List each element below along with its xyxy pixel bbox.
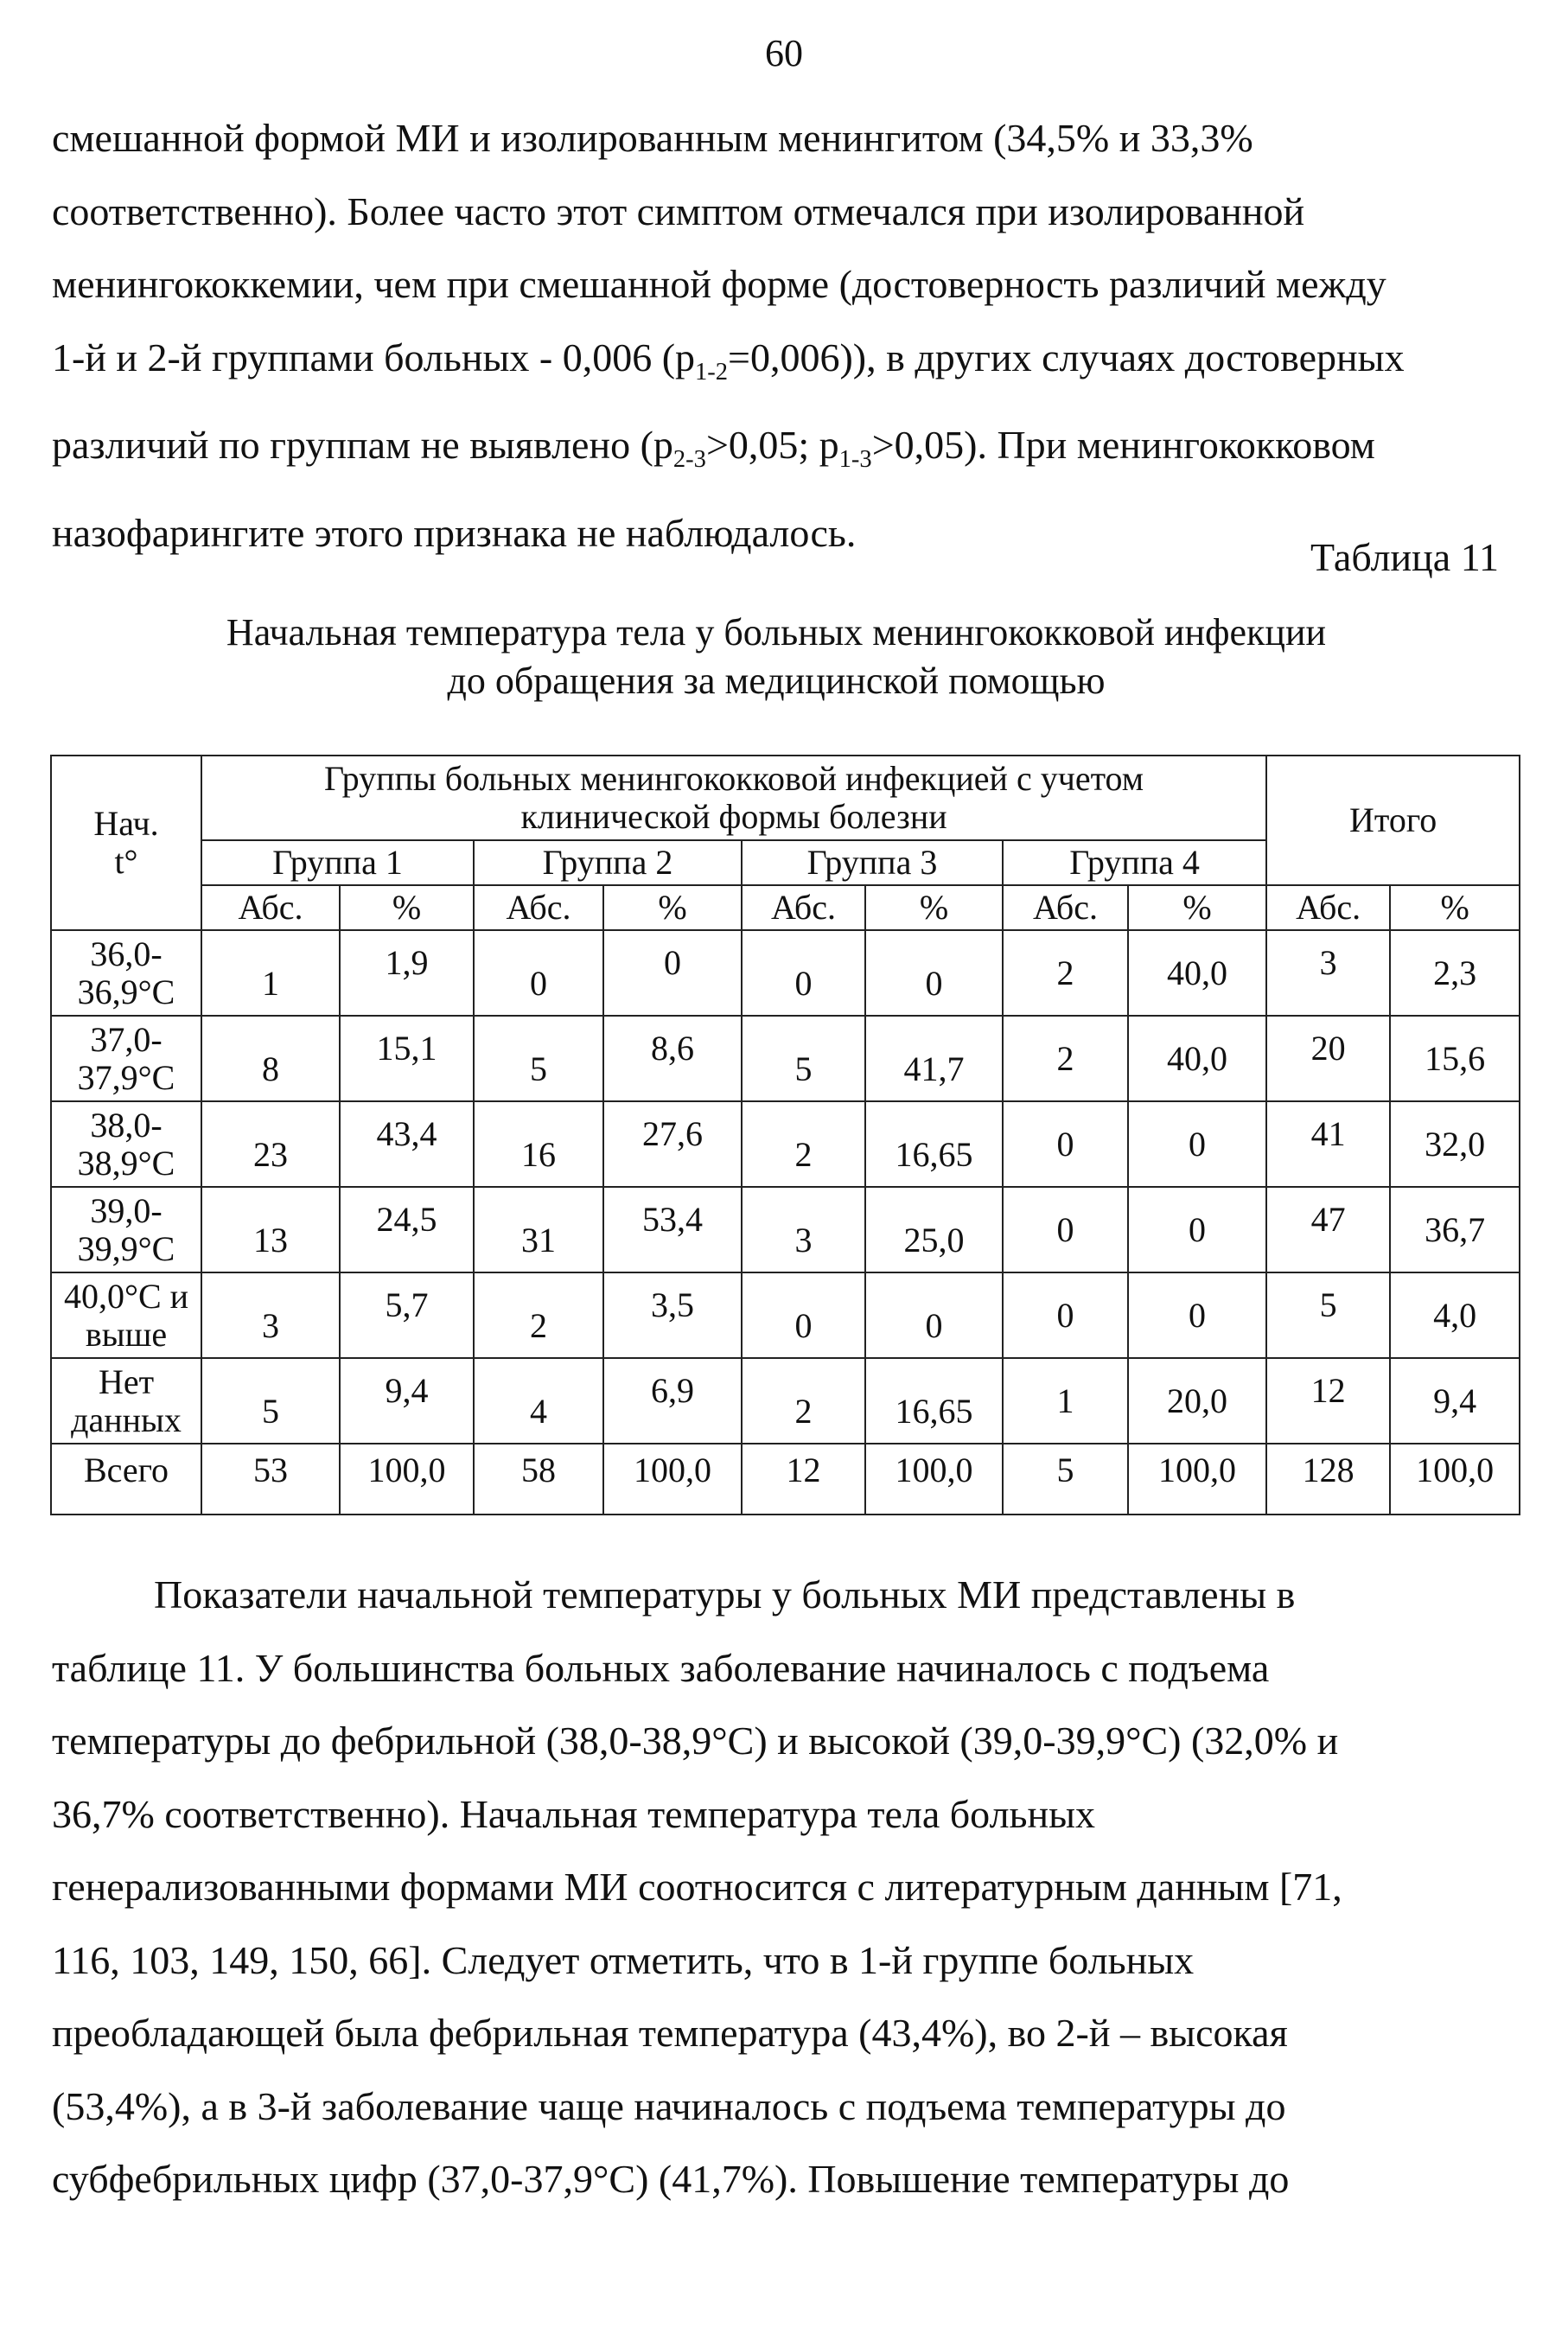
groups-header: Группы больных менингококковой инфекцией с учетом клинической формы болезни [201, 756, 1266, 840]
cell-value: 3 [794, 1220, 813, 1259]
cell-value: 5,7 [385, 1285, 429, 1324]
cell-value: 1 [262, 963, 279, 1003]
text-line: смешанной формой МИ и изолированным менингитом (34,5% и 33,3% [52, 116, 1253, 160]
abs-cell [1266, 1101, 1390, 1187]
pct-cell [1128, 1358, 1266, 1444]
cell-value: 2,3 [1433, 953, 1477, 992]
abs-cell [201, 1272, 340, 1358]
abs-cell [1003, 1187, 1128, 1272]
cell-value: 2 [794, 1134, 813, 1174]
abs-cell [201, 1444, 340, 1515]
pct-cell [865, 1358, 1003, 1444]
cell-value: 6,9 [651, 1370, 694, 1410]
cell-value: 100,0 [895, 1451, 973, 1489]
pct-col-header: % [603, 885, 742, 930]
cell-value: 4 [530, 1391, 547, 1431]
group-header: Группа 4 [1003, 840, 1266, 885]
cell-value: 0 [1189, 1295, 1207, 1335]
abs-cell [742, 1358, 865, 1444]
cell-value: 15,6 [1425, 1038, 1486, 1078]
pct-cell [1390, 1016, 1520, 1101]
cell-value: 3,5 [651, 1285, 694, 1324]
pct-cell [1128, 1272, 1266, 1358]
abs-col-header: Абс. [201, 885, 340, 930]
cell-value: 2 [794, 1391, 813, 1431]
row-label: 39,0-39,9°C [51, 1187, 201, 1272]
cell-value: 23 [253, 1134, 288, 1174]
corner-header: Нач. t° [51, 756, 201, 930]
temperature-table [50, 755, 1520, 1515]
cell-value: 12 [1310, 1370, 1346, 1410]
pct-cell [865, 1101, 1003, 1187]
abs-cell [474, 1444, 603, 1515]
cell-value: 0 [794, 1305, 813, 1345]
pct-cell [865, 930, 1003, 1016]
text-line: 116, 103, 149, 150, 66]. Следует отметить, что в 1-й группе больных [52, 1937, 1195, 1982]
cell-value: 27,6 [642, 1113, 703, 1153]
cell-value: 40,0 [1167, 1038, 1228, 1078]
table-row [51, 1272, 1520, 1358]
pct-cell [340, 1444, 474, 1515]
abs-cell [1266, 930, 1390, 1016]
table-row [51, 1444, 1520, 1515]
table-row [51, 1016, 1520, 1101]
abs-cell [201, 1358, 340, 1444]
table-row [51, 930, 1520, 1016]
pct-cell [1390, 1272, 1520, 1358]
cell-value: 100,0 [1158, 1451, 1237, 1489]
row-label: 37,0-37,9°C [51, 1016, 201, 1101]
text-line: 36,7% соответственно). Начальная температура тела больных [52, 1791, 1096, 1836]
abs-cell [474, 1358, 603, 1444]
table-row [51, 1187, 1520, 1272]
cell-value: 16,65 [895, 1391, 973, 1431]
row-label: 40,0°C и выше [51, 1272, 201, 1358]
cell-value: 25,0 [903, 1220, 965, 1259]
pct-col-header: % [1128, 885, 1266, 930]
cell-value: 8 [262, 1049, 279, 1088]
table-title-line: Начальная температура тела у больных менингококковой инфекции [226, 611, 1327, 654]
cell-value: 0 [794, 963, 813, 1003]
pct-cell [603, 930, 742, 1016]
pct-cell [1128, 1016, 1266, 1101]
text-line: соответственно). Более часто этот симптом отмечался при изолированной [52, 188, 1305, 233]
pct-col-header: % [865, 885, 1003, 930]
abs-cell [1003, 930, 1128, 1016]
abs-cell [742, 1444, 865, 1515]
cell-value: 36,7 [1425, 1209, 1486, 1249]
abs-cell [742, 1272, 865, 1358]
row-label: Нет данных [51, 1358, 201, 1444]
text-line: преобладающей была фебрильная температура (43,4%), во 2-й – высокая [52, 2011, 1288, 2055]
paragraph-discussion [52, 1559, 1501, 2216]
cell-value: 31 [521, 1220, 556, 1259]
table-title [52, 609, 1501, 705]
cell-value: 128 [1302, 1451, 1354, 1489]
cell-value: 3 [262, 1305, 279, 1345]
pct-cell [603, 1358, 742, 1444]
text-line: температуры до фебрильной (38,0-38,9°C) и высокой (39,0-39,9°C) (32,0% и [52, 1719, 1339, 1763]
cell-value: 2 [1056, 1038, 1074, 1078]
abs-cell [474, 1016, 603, 1101]
text-line: различий по группам не выявлено ($p_{2-3}>0,05$; $p_{1-3}>0,05$). При менингококковом [52, 423, 1375, 474]
abs-cell [742, 1101, 865, 1187]
cell-value: 5 [262, 1391, 279, 1431]
pct-cell [1128, 930, 1266, 1016]
cell-value: 8,6 [651, 1028, 694, 1068]
abs-cell [1003, 1016, 1128, 1101]
pct-cell [865, 1187, 1003, 1272]
pct-cell [1390, 1187, 1520, 1272]
cell-value: 9,4 [385, 1370, 429, 1410]
abs-cell [474, 1187, 603, 1272]
group-header: Группа 3 [742, 840, 1003, 885]
total-header: Итого [1266, 756, 1520, 885]
cell-value: 20,0 [1167, 1381, 1228, 1420]
cell-value: 12 [786, 1451, 821, 1489]
pct-cell [603, 1101, 742, 1187]
cell-value: 0 [1056, 1295, 1074, 1335]
pct-cell [603, 1187, 742, 1272]
cell-value: 5 [530, 1049, 547, 1088]
text-line: генерализованными формами МИ соотносится с литературным данным [71, [52, 1865, 1342, 1909]
pct-cell [1390, 930, 1520, 1016]
pct-cell [865, 1016, 1003, 1101]
cell-value: 13 [253, 1220, 288, 1259]
abs-cell [1266, 1187, 1390, 1272]
text-line: таблице 11. У большинства больных заболевание начиналось с подъема [52, 1645, 1270, 1690]
cell-value: 53 [253, 1451, 288, 1489]
group-header: Группа 2 [474, 840, 742, 885]
pct-cell [340, 1101, 474, 1187]
cell-value: 100,0 [367, 1451, 446, 1489]
text-line: субфебрильных цифр (37,0-37,9°C) (41,7%). Повышение температуры до [52, 2157, 1290, 2201]
abs-col-header: Абс. [742, 885, 865, 930]
abs-col-header: Абс. [1003, 885, 1128, 930]
cell-value: 41 [1310, 1113, 1346, 1153]
abs-cell [201, 930, 340, 1016]
pct-cell [865, 1272, 1003, 1358]
abs-cell [1266, 1358, 1390, 1444]
cell-value: 15,1 [376, 1028, 437, 1068]
text-line: (53,4%), а в 3-й заболевание чаще начиналось с подъема температуры до [52, 2083, 1286, 2128]
abs-cell [1003, 1358, 1128, 1444]
pct-cell [1390, 1101, 1520, 1187]
pct-col-header: % [340, 885, 474, 930]
pct-cell [340, 930, 474, 1016]
abs-cell [1266, 1272, 1390, 1358]
pct-cell [340, 1187, 474, 1272]
abs-cell [1266, 1016, 1390, 1101]
paragraph-intro [52, 102, 1501, 570]
cell-value: 4,0 [1433, 1295, 1477, 1335]
cell-value: 0 [664, 942, 681, 982]
cell-value: 2 [530, 1305, 547, 1345]
cell-value: 5 [1319, 1285, 1337, 1324]
pct-cell [340, 1016, 474, 1101]
abs-cell [1003, 1272, 1128, 1358]
cell-value: 0 [530, 963, 547, 1003]
cell-value: 5 [1056, 1451, 1074, 1489]
cell-value: 0 [1189, 1209, 1207, 1249]
cell-value: 9,4 [1433, 1381, 1477, 1420]
cell-value: 0 [925, 1305, 943, 1345]
table-row [51, 1101, 1520, 1187]
cell-value: 47 [1310, 1199, 1346, 1239]
cell-value: 1 [1056, 1381, 1074, 1420]
abs-cell [742, 1016, 865, 1101]
cell-value: 5 [794, 1049, 813, 1088]
abs-cell [742, 1187, 865, 1272]
cell-value: 2 [1056, 953, 1074, 992]
cell-value: 0 [925, 963, 943, 1003]
pct-col-header: % [1390, 885, 1520, 930]
pct-cell [1128, 1444, 1266, 1515]
cell-value: 16,65 [895, 1134, 973, 1174]
pct-cell [603, 1444, 742, 1515]
pct-cell [340, 1272, 474, 1358]
text-line: Показатели начальной температуры у больных МИ представлены в [154, 1572, 1296, 1617]
table-row [51, 1358, 1520, 1444]
text-line: менингококкемии, чем при смешанной форме (достоверность различий между [52, 262, 1386, 306]
abs-cell [201, 1101, 340, 1187]
row-label: Всего [51, 1444, 201, 1515]
row-label: 38,0-38,9°C [51, 1101, 201, 1187]
cell-value: 40,0 [1167, 953, 1228, 992]
pct-cell [865, 1444, 1003, 1515]
cell-value: 3 [1319, 942, 1337, 982]
cell-value: 43,4 [376, 1113, 437, 1153]
cell-value: 58 [521, 1451, 556, 1489]
cell-value: 0 [1056, 1209, 1074, 1249]
pct-cell [340, 1358, 474, 1444]
table-label: Таблица 11 [1310, 535, 1499, 579]
abs-col-header: Абс. [1266, 885, 1390, 930]
abs-cell [1266, 1444, 1390, 1515]
cell-value: 0 [1189, 1124, 1207, 1164]
cell-value: 100,0 [634, 1451, 711, 1489]
abs-cell [742, 930, 865, 1016]
cell-value: 32,0 [1425, 1124, 1486, 1164]
abs-cell [474, 1272, 603, 1358]
cell-value: 100,0 [1416, 1451, 1495, 1489]
cell-value: 20 [1310, 1028, 1346, 1068]
text-line last: назофарингите этого признака не наблюдалось. [52, 510, 857, 555]
pct-cell [603, 1016, 742, 1101]
pct-cell [603, 1272, 742, 1358]
cell-value: 1,9 [385, 942, 429, 982]
pct-cell [1390, 1358, 1520, 1444]
group-header: Группа 1 [201, 840, 474, 885]
pct-cell [1128, 1101, 1266, 1187]
pct-cell [1128, 1187, 1266, 1272]
row-label: 36,0-36,9°C [51, 930, 201, 1016]
cell-value: 53,4 [642, 1199, 703, 1239]
abs-cell [201, 1187, 340, 1272]
text-line: 1-й и 2-й группами больных - 0,006 $(p_{1-2}=0,006)$), в других случаях достоверных [52, 335, 1405, 386]
abs-col-header: Абс. [474, 885, 603, 930]
abs-cell [474, 930, 603, 1016]
abs-cell [474, 1101, 603, 1187]
cell-value: 41,7 [903, 1049, 965, 1088]
abs-cell [1003, 1444, 1128, 1515]
abs-cell [201, 1016, 340, 1101]
abs-cell [1003, 1101, 1128, 1187]
pct-cell [1390, 1444, 1520, 1515]
cell-value: 16 [521, 1134, 556, 1174]
page-number: 60 [765, 32, 803, 74]
cell-value: 0 [1056, 1124, 1074, 1164]
cell-value: 24,5 [376, 1199, 437, 1239]
table-title-line: до обращения за медицинской помощью [447, 660, 1106, 702]
